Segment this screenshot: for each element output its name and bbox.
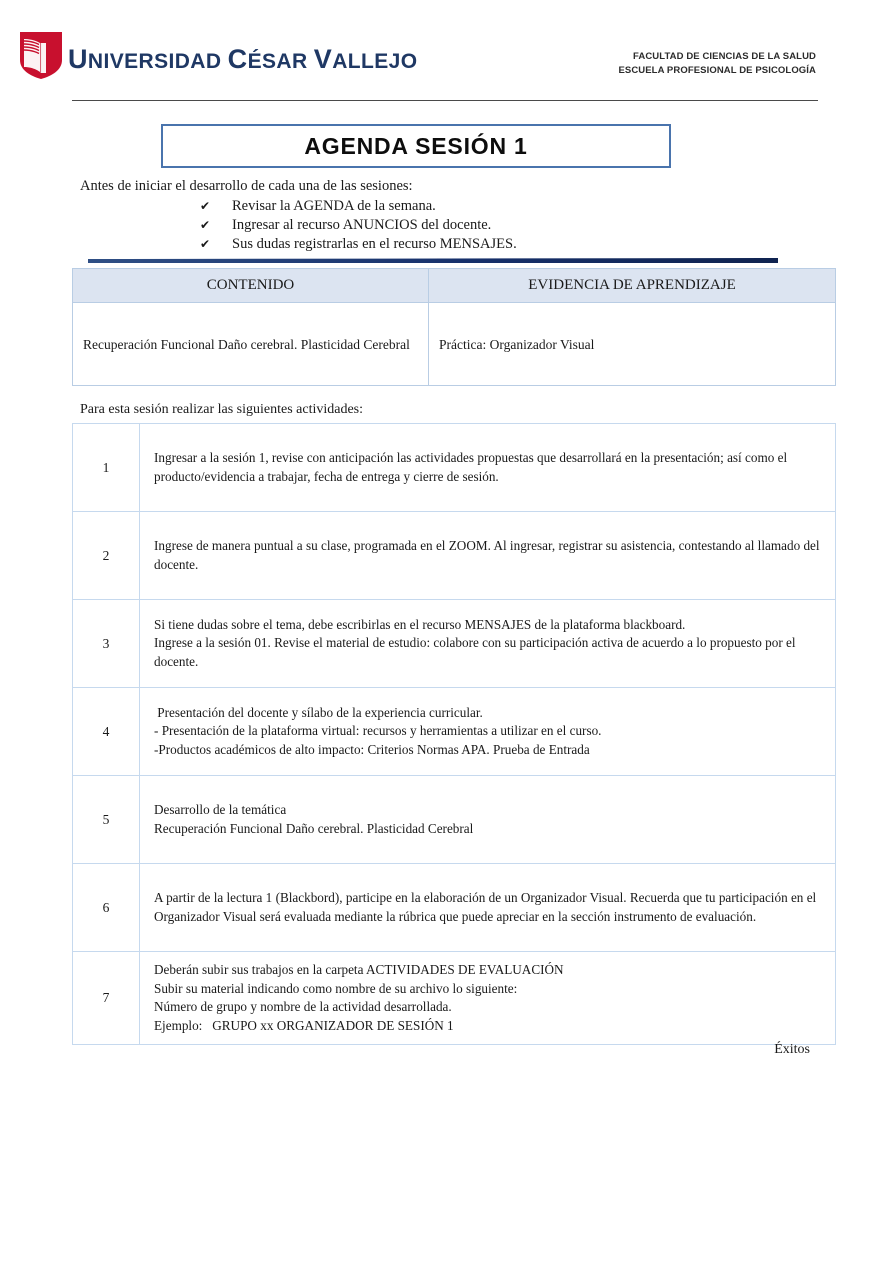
content-table bbox=[72, 268, 836, 386]
document-header bbox=[0, 28, 892, 100]
activity-line: Desarrollo de la temática bbox=[154, 802, 287, 817]
cell-contenido: Recuperación Funcional Daño cerebral. Plasticidad Cerebral bbox=[73, 303, 429, 386]
table-row bbox=[73, 864, 836, 952]
list-item bbox=[200, 235, 517, 254]
content-table-body bbox=[73, 303, 836, 386]
activities-lead-text: Para esta sesión realizar las siguientes actividades: bbox=[80, 402, 364, 417]
activity-number: 2 bbox=[73, 512, 140, 600]
shield-book-logo-icon bbox=[18, 30, 64, 80]
activity-body bbox=[140, 952, 836, 1045]
faculty-block bbox=[618, 50, 816, 79]
activity-body bbox=[140, 776, 836, 864]
activity-number: 3 bbox=[73, 600, 140, 688]
activity-line: Subir su material indicando como nombre de su archivo lo siguiente: bbox=[154, 980, 518, 996]
column-header-evidencia: EVIDENCIA DE APRENDIZAJE bbox=[429, 269, 836, 303]
content-table-head bbox=[73, 269, 836, 303]
navy-accent-bar bbox=[88, 258, 778, 263]
agenda-title-box bbox=[161, 124, 671, 168]
table-row bbox=[73, 424, 836, 512]
activity-number: 1 bbox=[73, 424, 140, 512]
check-icon: ✔ bbox=[200, 199, 211, 213]
table-row bbox=[73, 600, 836, 688]
check-icon: ✔ bbox=[200, 218, 211, 232]
table-row bbox=[73, 303, 836, 386]
activity-number: 6 bbox=[73, 864, 140, 952]
table-row bbox=[73, 952, 836, 1045]
activity-body bbox=[140, 688, 836, 776]
header-divider bbox=[72, 100, 818, 101]
activity-line: Si tiene dudas sobre el tema, debe escribirlas en el recurso MENSAJES de la plataforma blackboard. bbox=[154, 616, 686, 632]
activity-line: Ingrese de manera puntual a su clase, programada en el ZOOM. Al ingresar, registrar su asistencia, contestando al llamado del docente. bbox=[154, 538, 823, 572]
faculty-line-2: ESCUELA PROFESIONAL DE PSICOLOGÍA bbox=[618, 65, 816, 77]
list-item bbox=[200, 197, 517, 216]
activity-body bbox=[140, 424, 836, 512]
activity-number: 7 bbox=[73, 952, 140, 1045]
activity-line: Ingresar a la sesión 1, revise con anticipación las actividades propuestas que desarrollará en la presentación; así como el producto/evidencia a trabajar, fecha de entrega y cierre de sesión. bbox=[154, 450, 791, 484]
activity-line: Presentación del docente y sílabo de la experiencia curricular. bbox=[154, 704, 483, 720]
activity-line: Recuperación Funcional Daño cerebral. Plasticidad Cerebral bbox=[154, 820, 474, 836]
intro-lead-text: Antes de iniciar el desarrollo de cada una de las sesiones: bbox=[80, 178, 413, 194]
activity-line: Ingrese a la sesión 01. Revise el material de estudio: colabore con su participación activa de acuerdo a lo propuesto por el docente. bbox=[154, 635, 799, 669]
cell-evidencia: Práctica: Organizador Visual bbox=[429, 303, 836, 386]
closing-text: Éxitos bbox=[774, 1042, 810, 1057]
intro-checklist bbox=[200, 197, 517, 254]
activity-line: Ejemplo: GRUPO xx ORGANIZADOR DE SESIÓN 1 bbox=[154, 1017, 454, 1033]
list-item-label: Sus dudas registrarlas en el recurso MENSAJES. bbox=[232, 236, 517, 252]
list-item bbox=[200, 216, 517, 235]
brand-name-text: UNIVERSIDAD CÉSAR VALLEJO bbox=[68, 44, 418, 74]
brand-name bbox=[68, 44, 417, 75]
faculty-line-1: FACULTAD DE CIENCIAS DE LA SALUD bbox=[633, 51, 816, 62]
page-title: AGENDA SESIÓN 1 bbox=[304, 132, 528, 159]
column-header-contenido: CONTENIDO bbox=[73, 269, 429, 303]
activity-line: Número de grupo y nombre de la actividad desarrollada. bbox=[154, 999, 452, 1014]
table-row bbox=[73, 688, 836, 776]
list-item-label: Ingresar al recurso ANUNCIOS del docente. bbox=[232, 217, 492, 233]
table-row bbox=[73, 512, 836, 600]
activity-body bbox=[140, 600, 836, 688]
activity-body bbox=[140, 512, 836, 600]
activity-line: Deberán subir sus trabajos en la carpeta ACTIVIDADES DE EVALUACIÓN bbox=[154, 962, 564, 977]
activity-body bbox=[140, 864, 836, 952]
activity-line: - Presentación de la plataforma virtual: recursos y herramientas a utilizar en el curso. bbox=[154, 723, 602, 739]
activity-line: A partir de la lectura 1 (Blackbord), participe en la elaboración de un Organizador Visual. Recuerda que tu participación en el Organizador Visual será evaluada mediante la rúbrica que puede apreciar en la sección instrumento de evaluación. bbox=[154, 890, 820, 924]
list-item-label: Revisar la AGENDA de la semana. bbox=[232, 198, 436, 214]
activity-line: -Productos académicos de alto impacto: Criterios Normas APA. Prueba de Entrada bbox=[154, 741, 590, 757]
activities-table-body bbox=[73, 424, 836, 1045]
activity-number: 5 bbox=[73, 776, 140, 864]
check-icon: ✔ bbox=[200, 237, 211, 251]
table-header-row bbox=[73, 269, 836, 303]
activity-number: 4 bbox=[73, 688, 140, 776]
table-row bbox=[73, 776, 836, 864]
activities-table bbox=[72, 423, 836, 1045]
